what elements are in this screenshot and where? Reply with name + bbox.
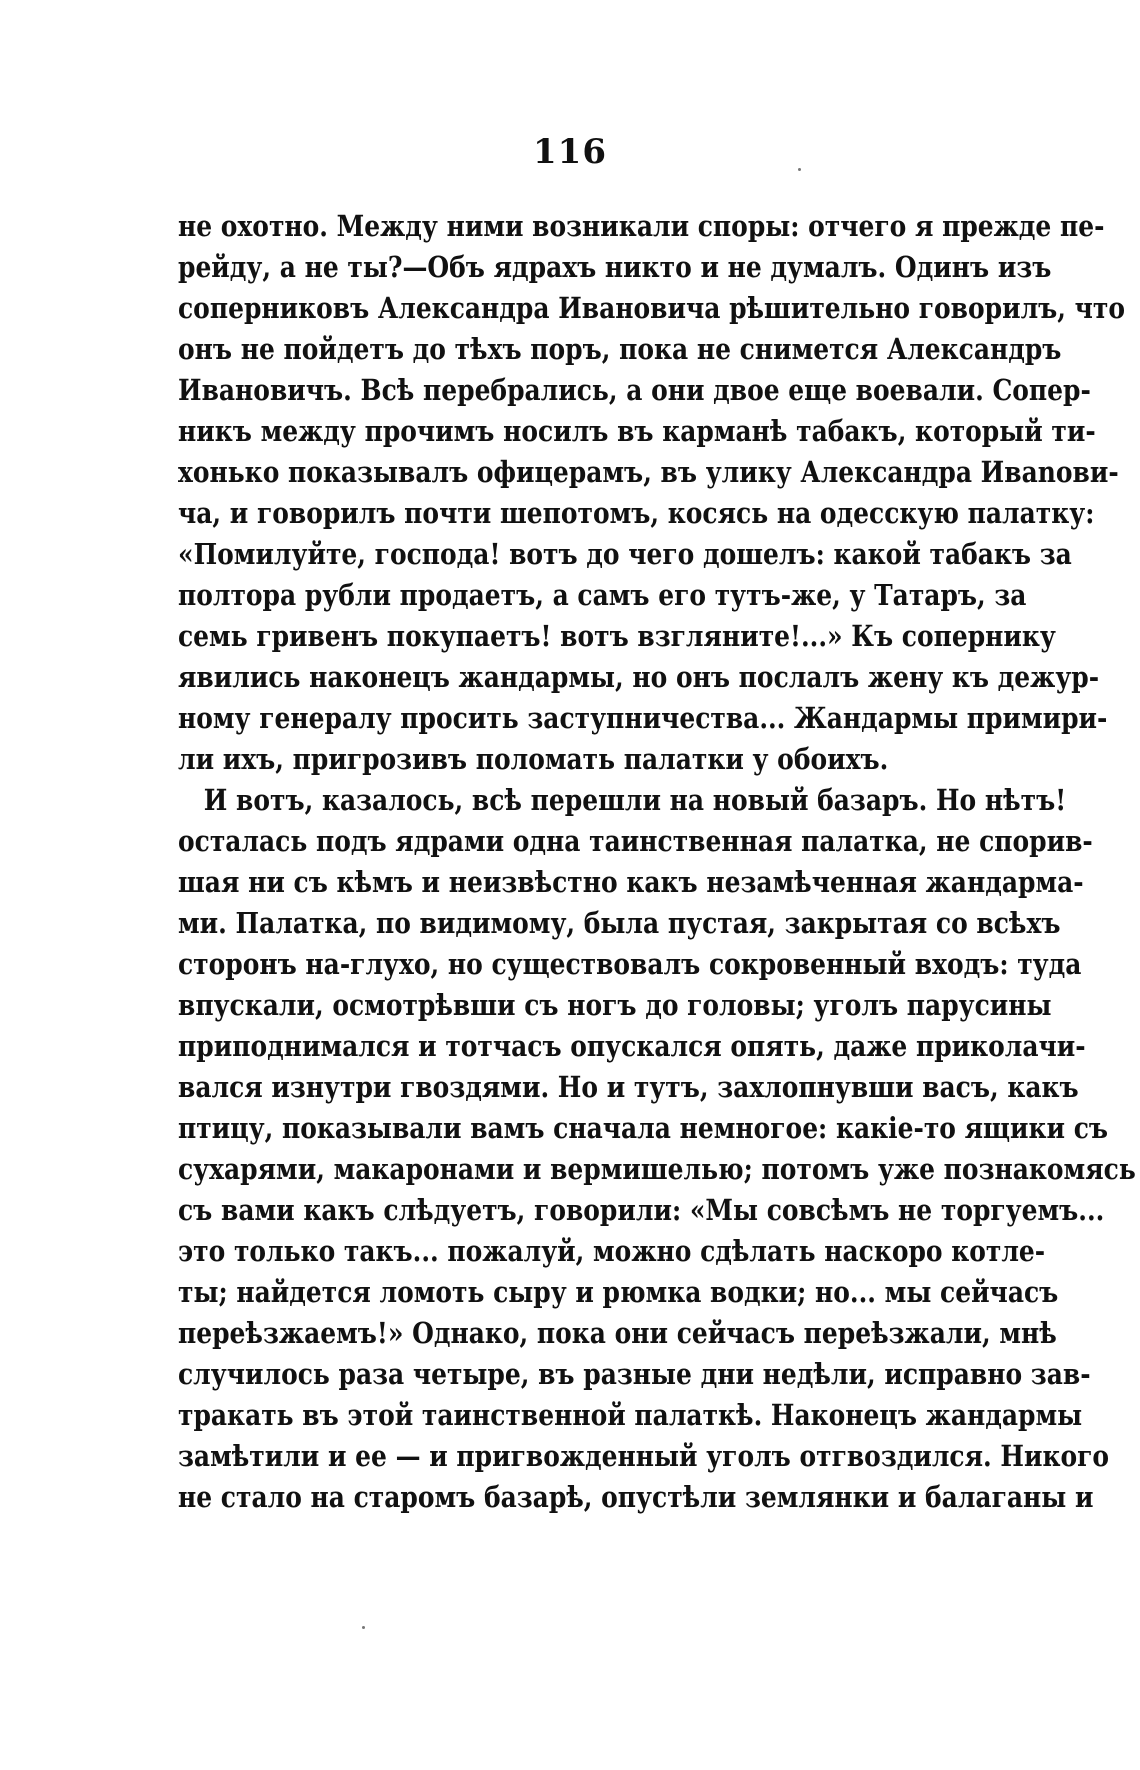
text-line: ча, и говорилъ почти шепотомъ, косясь на одесскую палатку: xyxy=(178,496,1095,530)
page-number: 116 xyxy=(533,132,607,172)
text-line: сухарями, макаронами и вермишелью; потомъ уже познакомясь xyxy=(178,1152,1136,1186)
text-line: сторонъ на-глухо, но существовалъ сокровенный входъ: туда xyxy=(178,947,1082,981)
text-line: ли ихъ, пригрозивъ поломать палатки у обоихъ. xyxy=(178,742,889,776)
scan-speck xyxy=(362,1626,365,1629)
text-line: птицу, показывали вамъ сначала немногое: какіе-то ящики съ xyxy=(178,1111,1109,1145)
text-line: приподнимался и тотчасъ опускался опять, даже приколачи- xyxy=(178,1029,1086,1063)
body-text xyxy=(178,206,1136,1518)
scan-speck xyxy=(798,168,801,171)
text-line: не стало на старомъ базарѣ, опустѣли землянки и балаганы и xyxy=(178,1480,1094,1514)
text-line: тракать въ этой таинственной палаткѣ. Наконецъ жандармы xyxy=(178,1398,1083,1432)
text-line: «Помилуйте, господа! вотъ до чего дошелъ: какой табакъ за xyxy=(178,537,1072,571)
text-line: семь гривенъ покупаетъ! вотъ взгляните!...» Къ сопернику xyxy=(178,619,1056,653)
text-line: Ивановичъ. Всѣ перебрались, а они двое еще воевали. Сопер- xyxy=(178,373,1091,407)
text-line: не охотно. Между ними возникали споры: отчего я прежде пе- xyxy=(178,209,1105,243)
text-line: осталась подъ ядрами одна таинственная палатка, не споpив- xyxy=(178,824,1093,858)
text-line: это только такъ... пожалуй, можно сдѣлать наскоро котле- xyxy=(178,1234,1046,1268)
text-line: впускали, осмотрѣвши съ ногъ до головы; уголъ парусины xyxy=(178,988,1052,1022)
text-line: переѣзжаемъ!» Однако, пока они сейчасъ переѣзжали, мнѣ xyxy=(178,1316,1057,1350)
text-line: хонько показывалъ офицерамъ, въ улику Александра Ивanови- xyxy=(178,455,1119,489)
text-line: замѣтили и ее — и пригвожденный уголъ отгвоздился. Никого xyxy=(178,1439,1110,1473)
text-line: случилось раза четыре, въ разные дни недѣли, исправно зав- xyxy=(178,1357,1091,1391)
text-line: полтора рубли продаетъ, а самъ его тутъ-же, у Татаръ, за xyxy=(178,578,1027,612)
text-line: ному генералу просить заступничества... Жандармы примири- xyxy=(178,701,1108,735)
text-line: никъ между прочимъ носилъ въ карманѣ табакъ, который ти- xyxy=(178,414,1096,448)
text-line: И вотъ, казалось, всѣ перешли на новый базаръ. Но нѣтъ! xyxy=(203,783,1067,817)
text-line: ми. Палатка, по видимому, была пустая, закрытая со всѣхъ xyxy=(178,906,1061,940)
text-line: рейду, а не ты?—Объ ядрахъ никто и не думалъ. Одинъ изъ xyxy=(178,250,1052,284)
text-line: ты; найдется ломоть сыру и рюмка водки; но... мы сейчасъ xyxy=(178,1275,1059,1309)
text-line: съ вами какъ слѣдуетъ, говорили: «Мы совсѣмъ не торгуемъ... xyxy=(178,1193,1105,1227)
text-line: явились наконецъ жандармы, но онъ послалъ жену къ дежур- xyxy=(178,660,1100,694)
text-line: онъ не пойдетъ до тѣхъ поръ, пока не снимется Александръ xyxy=(178,332,1062,366)
text-line: соперниковъ Александра Ивановича рѣшительно говорилъ, что xyxy=(178,291,1125,325)
text-line: шая ни съ кѣмъ и неизвѣстно какъ незамѣченная жандарма- xyxy=(178,865,1084,899)
text-line: вался изнутри гвоздями. Но и тутъ, захлопнувши васъ, какъ xyxy=(178,1070,1079,1104)
